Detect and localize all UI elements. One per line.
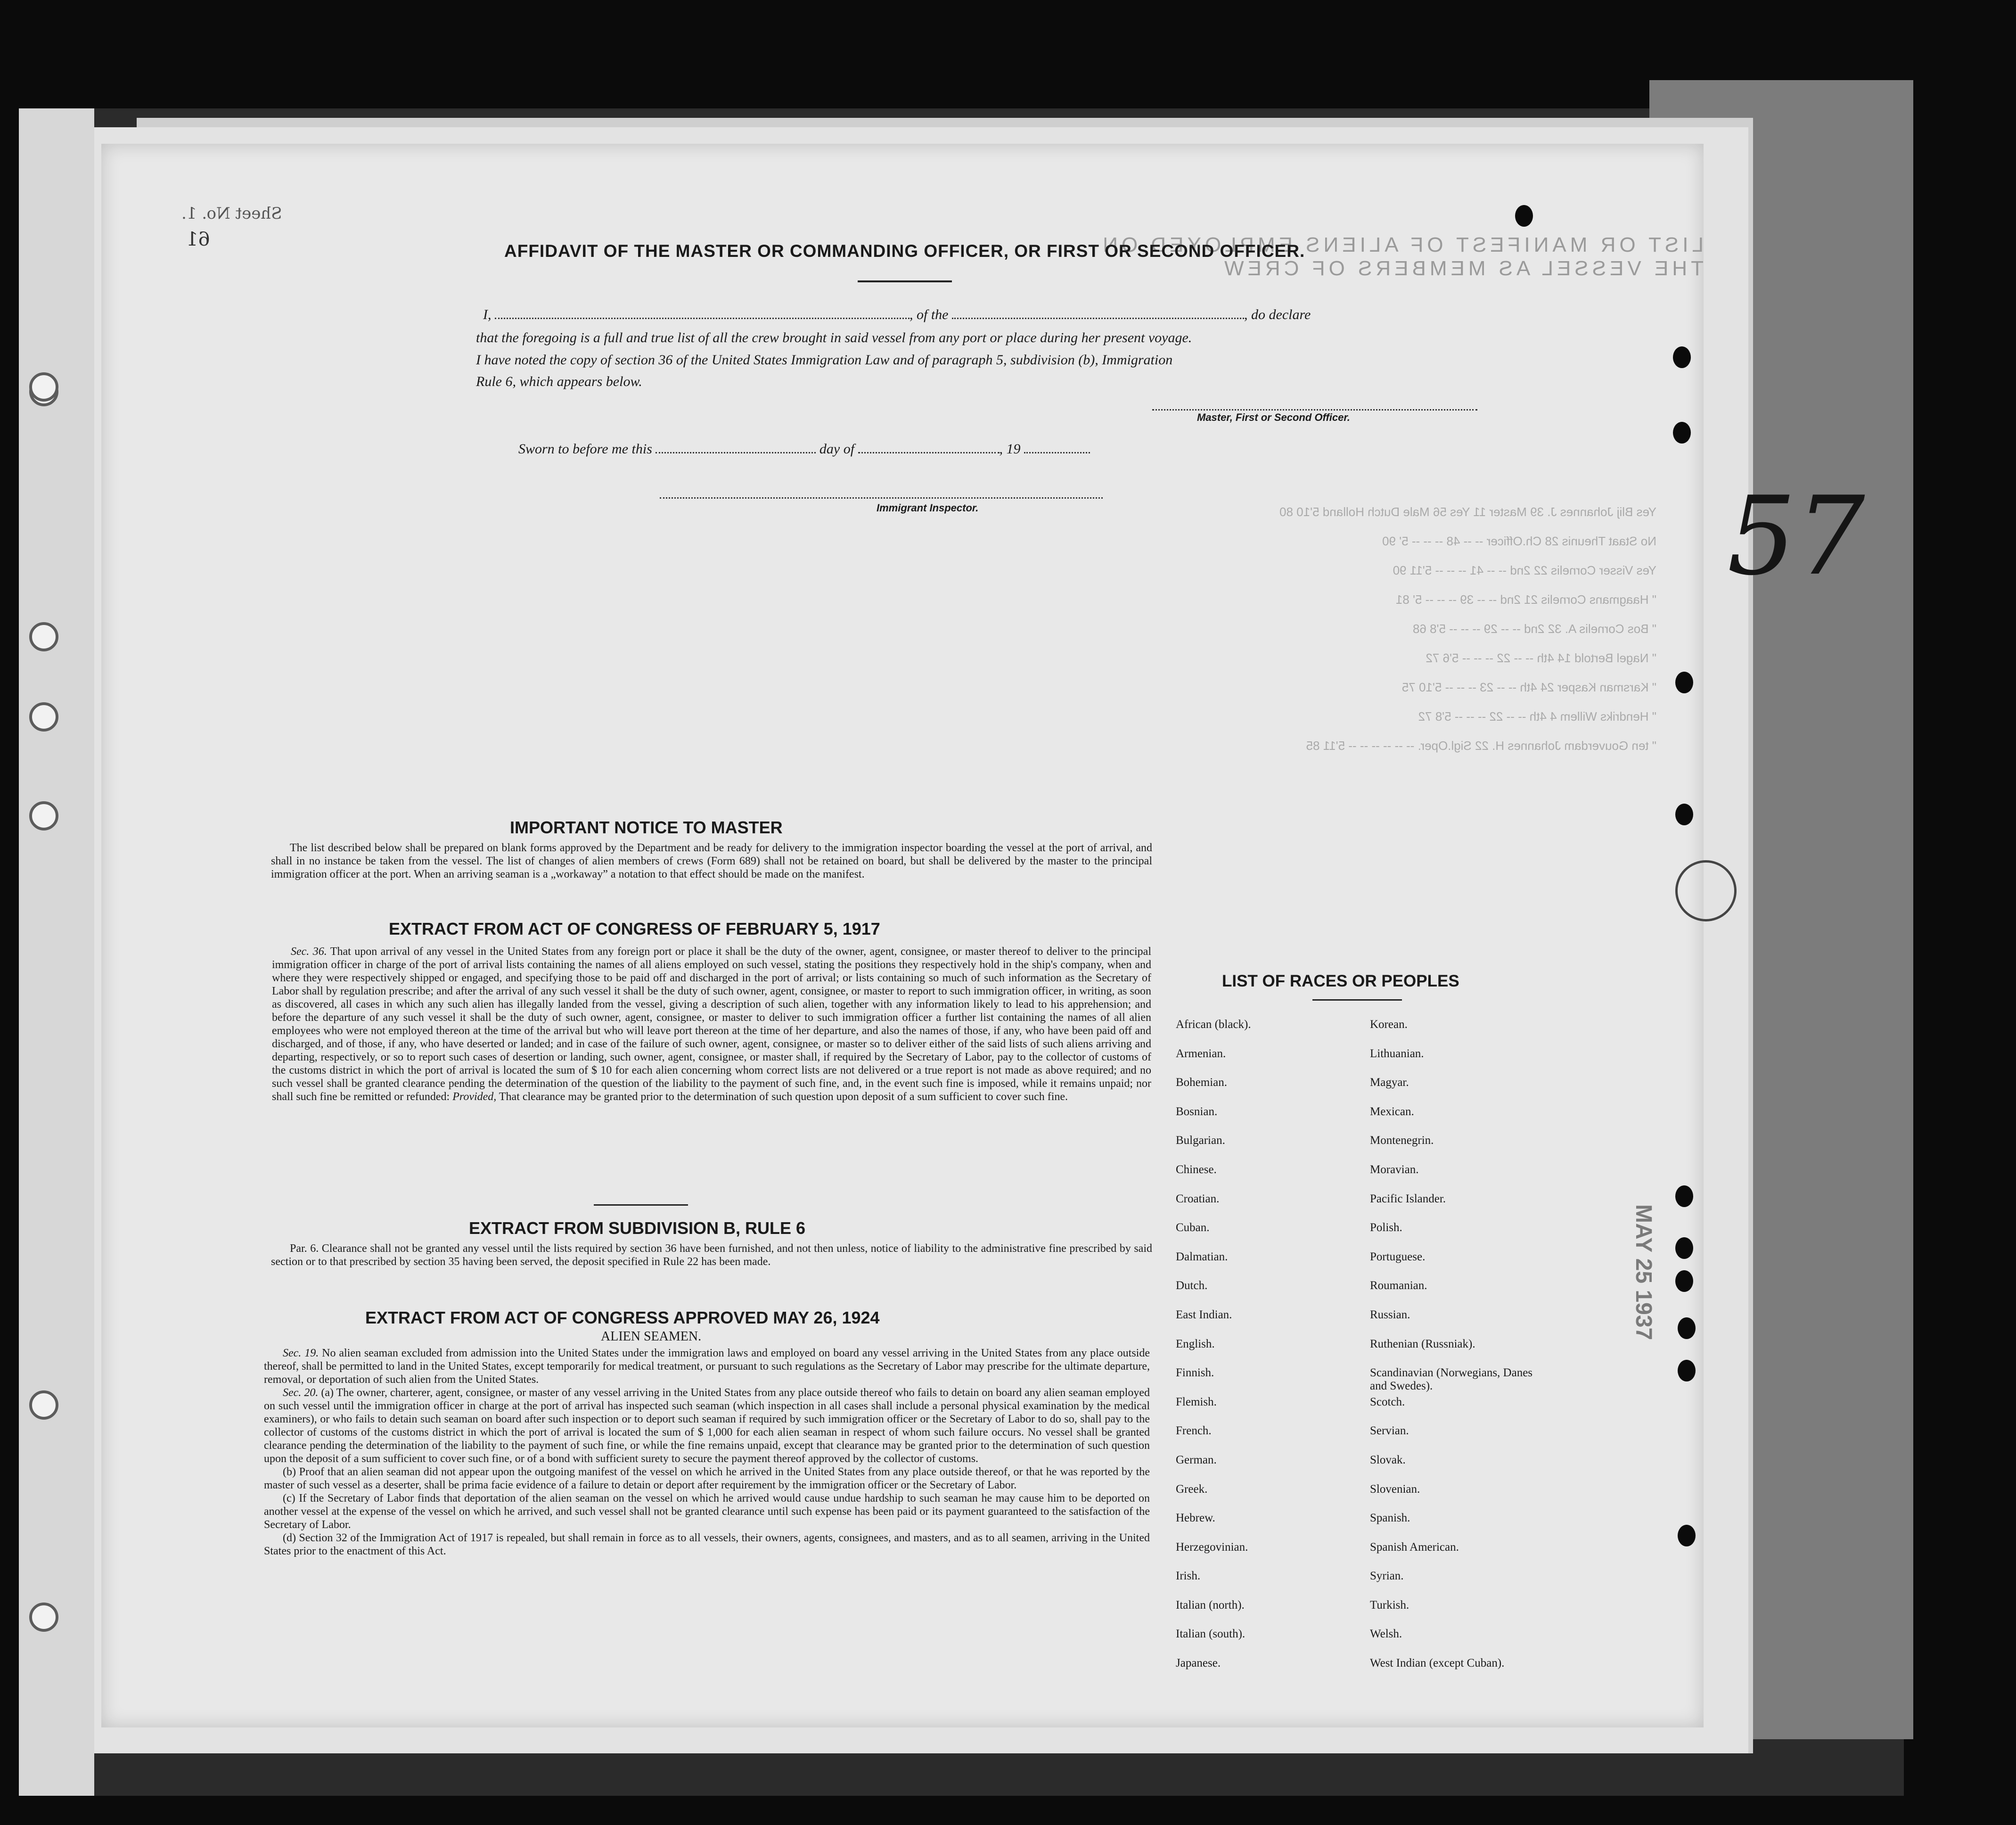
race-item: Italian (south).: [1176, 1628, 1246, 1641]
provided-label: Provided,: [452, 1091, 497, 1103]
affidavit-line-3: I have noted the copy of section 36 of the United States Immigration Law and of paragraph 5, subdivision (b), Immigration: [476, 352, 1173, 368]
binder-hole: [29, 622, 58, 651]
race-item: Scandinavian (Norwegians, Danes and Swedes).: [1370, 1366, 1533, 1393]
race-item: Servian.: [1370, 1424, 1409, 1438]
act-1917-text: [272, 945, 1151, 1103]
punch-hole: [1675, 804, 1693, 825]
binder-hole: [29, 702, 58, 732]
affidavit-of-the-label: , of the: [910, 307, 949, 322]
race-item: Slovak.: [1370, 1453, 1406, 1466]
sec-36-label: Sec. 36.: [291, 945, 327, 958]
sworn-month-blank[interactable]: [858, 441, 1000, 453]
sworn-day-blank[interactable]: [656, 441, 816, 453]
seal-stamp: [1675, 860, 1737, 921]
vessel-blank[interactable]: [952, 306, 1244, 319]
binder-hole: [29, 1603, 58, 1632]
inspector-label: Immigrant Inspector.: [877, 502, 979, 514]
sec-36-body: That upon arrival of any vessel in the United States from any foreign port or place it shall be the duty of the owner, agent, consignee, or master thereof to deliver to the principal immigration officer in charge of the port of arrival lists containing the names of all aliens employed on such vessel, stating the positions they respectively hold in the ship's company, when and where they were respectively shipped or engaged, and specifying those to be paid off and discharged in the port of arrival; or lists containing so much of such information as the Secretary of Labor shall by regulation prescribe; and after the arrival of any such vessel it shall be the duty of such owner, agent, consignee, or master to report to such immigration officer, in writing, as soon as discovered, all cases in which any such alien has illegally landed from the vessel, giving a description of such alien, together with any information likely to lead to his apprehension; and before the departure of any such vessel it shall be the duty of such owner, agent, consignee, or master to deliver to such immigration officer a further list containing the names of all alien employees who were not employed thereon at the time of the arrival but who will leave port thereon at the time of her departure, and also the names of those, if any, who have been paid off and discharged, and of those, if any, who have deserted or landed; and in case of the failure of such owner, agent, consignee, or master so to deliver either of the said lists of such aliens arriving and departing, respectively, or so to report such cases of desertion or landing, such owner, agent, consignee, or master shall, if required by the Secretary of Labor, pay to the collector of customs of the customs district in which the port of arrival is located the sum of $ 10 for each alien concerning whom correct lists are not delivered or a true report is not made as above required; and no such vessel shall be granted clearance pending the determination of the question of the liability to the payment of such fine, and, in the event such fine is imposed, while it remains unpaid; nor shall such fine be remitted or refunded:: [272, 945, 1151, 1103]
race-item: East Indian.: [1176, 1308, 1232, 1321]
race-item: Herzegovinian.: [1176, 1540, 1248, 1554]
race-item: Italian (north).: [1176, 1598, 1245, 1611]
race-item: German.: [1176, 1453, 1217, 1466]
race-item: Bosnian.: [1176, 1105, 1218, 1118]
notice-heading: IMPORTANT NOTICE TO MASTER: [510, 818, 783, 837]
sworn-line: [518, 441, 1090, 457]
act-1924-subheading: ALIEN SEAMEN.: [601, 1329, 702, 1344]
race-item: Syrian.: [1370, 1570, 1404, 1583]
punch-hole: [1673, 422, 1691, 444]
race-item: West Indian (except Cuban).: [1370, 1657, 1505, 1670]
race-item: Korean.: [1370, 1018, 1408, 1031]
bleed-through-rows: Yes Blij Johannes J. 39 Master 11 Yes 56 Male Dutch Holland 5'10 80 No Staat Theunis 28 Ch.Officer -- -- 48 -- -- -- 5' 90 Yes Visser Cornelis 22 2nd -- -- 41 -- -- -- 5'11 90 " Haagmans Cornelis 21 2nd -- -- 39 -- -- -- 5' 81 " Bos Cornelis A. 32 2nd -- -- 29 -- -- -- 5'8 68 " Nagel Bertold 14 4th -- -- 22 -- -- -- 5'6 72 " Karsman Kasper 24 4th -- -- 23 -- -- -- 5'10 75 " Hendriks Willem 4 4th -- -- 22 -- -- -- 5'8 72 " ten Gouverdam Johannes H. 22 Sigl.Oper. -- -- -- -- -- -- 5'11 85: [1279, 505, 1656, 753]
punch-hole: [1675, 1237, 1693, 1259]
punch-hole: [1678, 1360, 1696, 1381]
race-item: Hebrew.: [1176, 1512, 1215, 1525]
race-item: Montenegrin.: [1370, 1134, 1434, 1147]
punch-hole: [1678, 1525, 1696, 1546]
punch-hole: [1515, 205, 1533, 227]
race-item: Ruthenian (Russniak).: [1370, 1337, 1475, 1350]
races-right-column: [1370, 1018, 1540, 1686]
race-item: Spanish.: [1370, 1512, 1410, 1525]
act-1924-heading: EXTRACT FROM ACT OF CONGRESS APPROVED MAY 26, 1924: [365, 1308, 880, 1327]
name-blank[interactable]: [495, 306, 910, 319]
race-item: Bohemian.: [1176, 1076, 1228, 1089]
race-item: Chinese.: [1176, 1163, 1217, 1176]
affidavit-sheet: [101, 144, 1865, 1727]
notice-paragraph: The list described below shall be prepared on blank forms approved by the Department and be ready for delivery to the immigration inspector boarding the vessel at the port of arrival, and shall in no instance be taken from the vessel. The list of changes of alien members of crews (Form 689) shall not be retained on board, but shall be delivered by the master to the principal immigration officer at the port. When an arriving seaman is a „workaway” a notation to that effect should be made on the manifest.: [271, 842, 1152, 880]
race-item: Flemish.: [1176, 1395, 1217, 1408]
bleed-through-header: LIST OR MANIFEST OF ALIENS EMPLOYED ON THE VESSEL AS MEMBERS OF CREW: [1099, 233, 1704, 280]
races-heading: LIST OF RACES OR PEOPLES: [1222, 972, 1459, 990]
race-item: Slovenian.: [1370, 1482, 1420, 1496]
sec-36-end: That clearance may be granted prior to the determination of such question upon deposit of a sum sufficient to cover such fine.: [499, 1091, 1068, 1103]
race-item: Magyar.: [1370, 1076, 1409, 1089]
punch-hole: [1678, 1317, 1696, 1339]
race-item: Dalmatian.: [1176, 1250, 1228, 1263]
race-item: Mexican.: [1370, 1105, 1414, 1118]
inspector-signature-line[interactable]: [660, 493, 1103, 499]
sec-20b-paragraph: (b) Proof that an alien seaman did not appear upon the outgoing manifest of the vessel on which he arrived in the United States from any place outside thereof, or that he was reported by the master of such vessel as a deserter, shall be prima facie evidence of a failure to detain or deport after requirement by the immigration officer or the Secretary of Labor.: [264, 1466, 1150, 1491]
act-1917-heading: EXTRACT FROM ACT OF CONGRESS OF FEBRUARY 5, 1917: [389, 919, 880, 938]
race-item: Turkish.: [1370, 1598, 1410, 1611]
sec-19-label: Sec. 19.: [283, 1347, 319, 1359]
race-item: Roumanian.: [1370, 1279, 1427, 1292]
affidavit-line-2: that the foregoing is a full and true list of all the crew brought in said vessel from any port or place during her present voyage.: [476, 330, 1192, 345]
race-item: Croatian.: [1176, 1192, 1220, 1205]
rule-6-text: [271, 1242, 1152, 1268]
sec-20c-paragraph: (c) If the Secretary of Labor finds that deportation of the alien seaman on the vessel on which he arrived would cause undue hardship to such seaman he may cause him to be deported on another vessel at the expense of the vessel on which he arrived, and such vessel shall not be granted clearance until such expense has been paid or its payment guaranteed to the satisfaction of the Secretary of Labor.: [264, 1492, 1150, 1531]
race-item: Pacific Islander.: [1370, 1192, 1446, 1205]
binder-hole: [29, 372, 58, 402]
sworn-prefix: Sworn to before me this: [518, 441, 652, 457]
handwritten-sheet-code: 61: [186, 229, 210, 250]
act-1924-text: [264, 1347, 1150, 1558]
sec-20-label: Sec. 20.: [283, 1387, 319, 1399]
sworn-day-of-label: day of: [819, 441, 855, 457]
race-item: Scotch.: [1370, 1395, 1405, 1408]
races-rule: [1312, 999, 1402, 1001]
race-item: Portuguese.: [1370, 1250, 1426, 1263]
handwritten-number: 57: [1727, 474, 1865, 600]
sec-19-paragraph: [264, 1347, 1150, 1386]
race-item: Japanese.: [1176, 1657, 1221, 1670]
race-item: Finnish.: [1176, 1366, 1214, 1380]
race-item: Greek.: [1176, 1482, 1208, 1496]
affidavit-i-label: I,: [483, 307, 492, 322]
notice-text: [271, 841, 1152, 881]
affidavit-line-1: [483, 306, 1311, 323]
race-item: Polish.: [1370, 1221, 1402, 1234]
sec-20d-paragraph: (d) Section 32 of the Immigration Act of 1917 is repealed, but shall remain in force as to all vessels, their owners, agents, consignees, and masters, and as to all seamen, arriving in the United States prior to the enactment of this Act.: [264, 1532, 1150, 1557]
race-item: Lithuanian.: [1370, 1047, 1424, 1060]
race-item: English.: [1176, 1337, 1215, 1350]
race-item: Cuban.: [1176, 1221, 1210, 1234]
sworn-year-label: , 19: [999, 441, 1021, 457]
binder-hole: [29, 1390, 58, 1420]
date-stamp: MAY 25 1937: [1631, 1204, 1656, 1340]
punch-hole: [1675, 1270, 1693, 1292]
race-item: Moravian.: [1370, 1163, 1419, 1176]
rule-6-heading: EXTRACT FROM SUBDIVISION B, RULE 6: [469, 1218, 806, 1238]
race-item: Bulgarian.: [1176, 1134, 1225, 1147]
race-item: Russian.: [1370, 1308, 1410, 1321]
sec-20a-paragraph: [264, 1386, 1150, 1465]
rule-6-paragraph: Par. 6. Clearance shall not be granted any vessel until the lists required by section 36 have been furnished, and not then unless, notice of liability to the administrative fine prescribed by said section or to that prescribed by section 35 having been served, the deposit specified in Rule 22 has been made.: [271, 1242, 1152, 1268]
races-left-column: [1176, 1018, 1251, 1686]
affidavit-line-4: Rule 6, which appears below.: [476, 374, 642, 389]
punch-hole: [1675, 1185, 1693, 1207]
sec-20a-body: (a) The owner, charterer, agent, consignee, or master of any vessel arriving in the United States from any place outside thereof who fails to detain on board any alien seaman employed on such vessel until the immigration officer in charge at the port of arrival has inspected such seaman (which inspection in all cases shall include a personal physical examination by the medical examiners), or who fails to detain such seaman on board after such inspection or to deport such seaman if required by such immigration officer or the Secretary of Labor to do so, shall pay to the collector of customs of the customs district in which the port of arrival is located the sum of $ 1,000 for each alien seaman in respect of whom such failure occurs. No vessel shall be granted clearance pending the determination of the liability to the payment of such fine, or while the fine remains unpaid, except that clearance may be granted prior to the determination of such question upon the deposit of a sum sufficient to cover such fine, or of a bond with sufficient surety to secure the payment thereof approved by the collector of customs.: [264, 1387, 1150, 1465]
race-item: Armenian.: [1176, 1047, 1226, 1060]
punch-hole: [1675, 672, 1693, 693]
sworn-year-blank[interactable]: [1024, 441, 1090, 453]
page-title: AFFIDAVIT OF THE MASTER OR COMMANDING OFFICER, OR FIRST OR SECOND OFFICER.: [504, 241, 1305, 261]
race-item: Welsh.: [1370, 1628, 1402, 1641]
handwritten-sheet-number: Sheet No. 1.: [181, 204, 282, 223]
race-item: French.: [1176, 1424, 1212, 1438]
race-item: Spanish American.: [1370, 1540, 1459, 1554]
binder-hole: [29, 801, 58, 830]
act-1917-paragraph: [272, 945, 1151, 1103]
binder-strip: [19, 108, 94, 1796]
sec-19-body: No alien seaman excluded from admission into the United States under the immigration laws and employed on board any vessel arriving in the United States from any place outside thereof, shall be permitted to land in the United States, except temporarily for medical treatment, or pursuant to such regulations as the Secretary of Labor may prescribe for the ultimate departure, removal, or deportation of such alien from the United States.: [264, 1347, 1150, 1386]
punch-hole: [1673, 346, 1691, 368]
race-item: African (black).: [1176, 1018, 1251, 1031]
signature-label: Master, First or Second Officer.: [1197, 411, 1350, 423]
section-rule: [594, 1204, 688, 1206]
affidavit-declare-label: , do declare: [1244, 307, 1311, 322]
title-rule: [858, 280, 952, 282]
race-item: Dutch.: [1176, 1279, 1208, 1292]
race-item: Irish.: [1176, 1570, 1201, 1583]
signature-line[interactable]: [1152, 400, 1477, 411]
